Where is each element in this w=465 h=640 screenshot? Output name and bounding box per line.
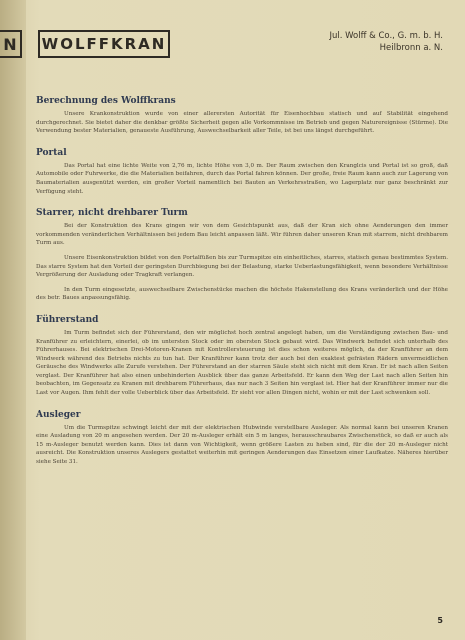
section-ausleger <box>36 410 448 467</box>
brand-logo-text: WOLFFKRAN <box>41 35 167 53</box>
company-name: Jul. Wolff & Co., G. m. b. H. <box>329 31 443 41</box>
section-heading: Starrer, nicht drehbarer Turm <box>36 208 188 219</box>
document-body <box>36 96 448 479</box>
binding-edge <box>0 0 26 640</box>
section-tab-letter: N <box>3 34 17 54</box>
paragraph: Um die Turmspitze schwingt leicht der mit der elektrischen Hubwinde verstellbare Ausleger. Als normal kann bei unseren Kranen eine Ausladung von 20 m angesehen werden. Der 20 m-Ausleger erhält ein 5 m langes, herausschraubares Zwischenstück, so daß er auch als 15 m-Ausleger benutzt werden kann. Dies ist dann von Wichtigkeit, wenn größere Lasten zu heben sind, für die der 20 m-Ausleger nicht ausreicht. Die Konstruktion unseres Auslegers gestattet weiterhin mit geringen Aenderungen das Einsetzen einer Laufkatze. Näheres hierüber siehe Seite 31. <box>36 424 448 466</box>
paragraph: Bei der Konstruktion des Krans gingen wir von dem Gesichtspunkt aus, daß der Kran sich ohne Aenderungen den immer vorkommenden veränderlichen Verhältnissen bei jedem Bau leicht anpassen läßt. Wir führen daher unseren Kran mit starrem, nicht drehbarem Turm aus. <box>36 223 448 247</box>
paragraph: Unsere Krankonstruktion wurde von einer allerersten Autorität für Eisenhochbau statisch und auf Stabilität eingehend durchgerechnet. Sie bietet daher die denkbar größte Sicherheit gegen alle Vorkommnisse im Betrieb und gegen Naturereignisse (Stürme). Die Verwendung bester Materialien, genaueste Ausführung, Auswechselbarkeit aller Teile, ist bei uns längst durchgeführt. <box>36 111 448 135</box>
paragraph: In den Turm eingesetzte, auswechselbare Zwischenstücke machen die höchste Hakenstellung des Krans veränderlich und der Höhe des betr. Baues anpassungsfähig. <box>36 286 448 302</box>
section-fuehrerstand <box>36 315 448 398</box>
paragraph: Im Turm befindet sich der Führerstand, den wir möglichst hoch zentral angelegt haben, um die Verständigung zwischen Bau- und Kranführer zu erleichtern, einerlei, ob im untersten Stock oder im obersten Stock gebaut wird. Das Windwerk befindet sich unterhalb des Führerhauses. Bei elektrischen Drei-Motoren-Kranen mit Kontrollersteuerung ist dies schon weiteres möglich, da der Kranführer an dem Windwerk während des Betriebs nichts zu tun hat. Der Kranführer kann trotz der auch bei den exaktest gefrästen Rädern unvermeidlichen Geräusche des Windwerks alle Zurufe verstehen. Der Führerstand an der starren Säule steht sich nicht mit dem Kran. Er ist nach allen Seiten verglast. Der Kranführer hat also einen unbehinderten Ausblick über das ganze Arbeitsfeld. Er kann den Weg der Last nach allen Seiten hin beobachten, im Gegensatz zu Kranen mit drehbarem Führerhaus, das nur nach 3 Seiten hin verglast ist. Hier hat der Kranführer immer nur die Last vor Augen. Ihm fehlt der volle Ueberblick über das Arbeitsfeld. Er sieht vor allen Dingen nicht, wohin er mit der Last schwenken soll. <box>36 329 448 397</box>
section-heading: Ausleger <box>36 409 81 420</box>
section-heading: Portal <box>36 147 67 158</box>
company-city: Heilbronn a. N. <box>379 43 443 53</box>
brand-logo <box>38 30 170 58</box>
section-berechnung <box>36 96 448 136</box>
page-number: 5 <box>437 616 443 625</box>
section-heading: Berechnung des Wolffkrans <box>36 96 176 106</box>
company-address <box>329 30 443 54</box>
section-portal <box>36 148 448 196</box>
section-turm <box>36 208 448 303</box>
paragraph: Das Portal hat eine lichte Weite von 2,76 m, lichte Höhe von 3,0 m. Der Raum zwischen den Kranglcis und Portal ist so groß, daß Automobile oder Fuhrwerke, die die Materialien beifahren, durch das Portal fahren können. Der große, freie Raum kann auch zur Lagerung von Baumaterialien ausgenützt werden, ein großer Vorteil namentlich bei Bauten an Verkehrsstraßen, wo Lagerplatz nur ganz beschränkt zur Verfügung steht. <box>36 162 448 195</box>
section-heading: Führerstand <box>36 314 99 325</box>
section-tab <box>0 30 22 58</box>
paragraph: Unsere Eisenkonstruktion bildet von den Portalfüßen bis zur Turmspitze ein einheitliches, starres, statisch genau bestimmtes System. Das starre System hat den Vorteil der geringsten Durchbiegung bei der Belastung, starke Ueberlastungsfähigkeit, wenn besondere Verhältnisse Vergrößerung der Ausladung oder Tragkraft verlangen. <box>36 254 448 279</box>
